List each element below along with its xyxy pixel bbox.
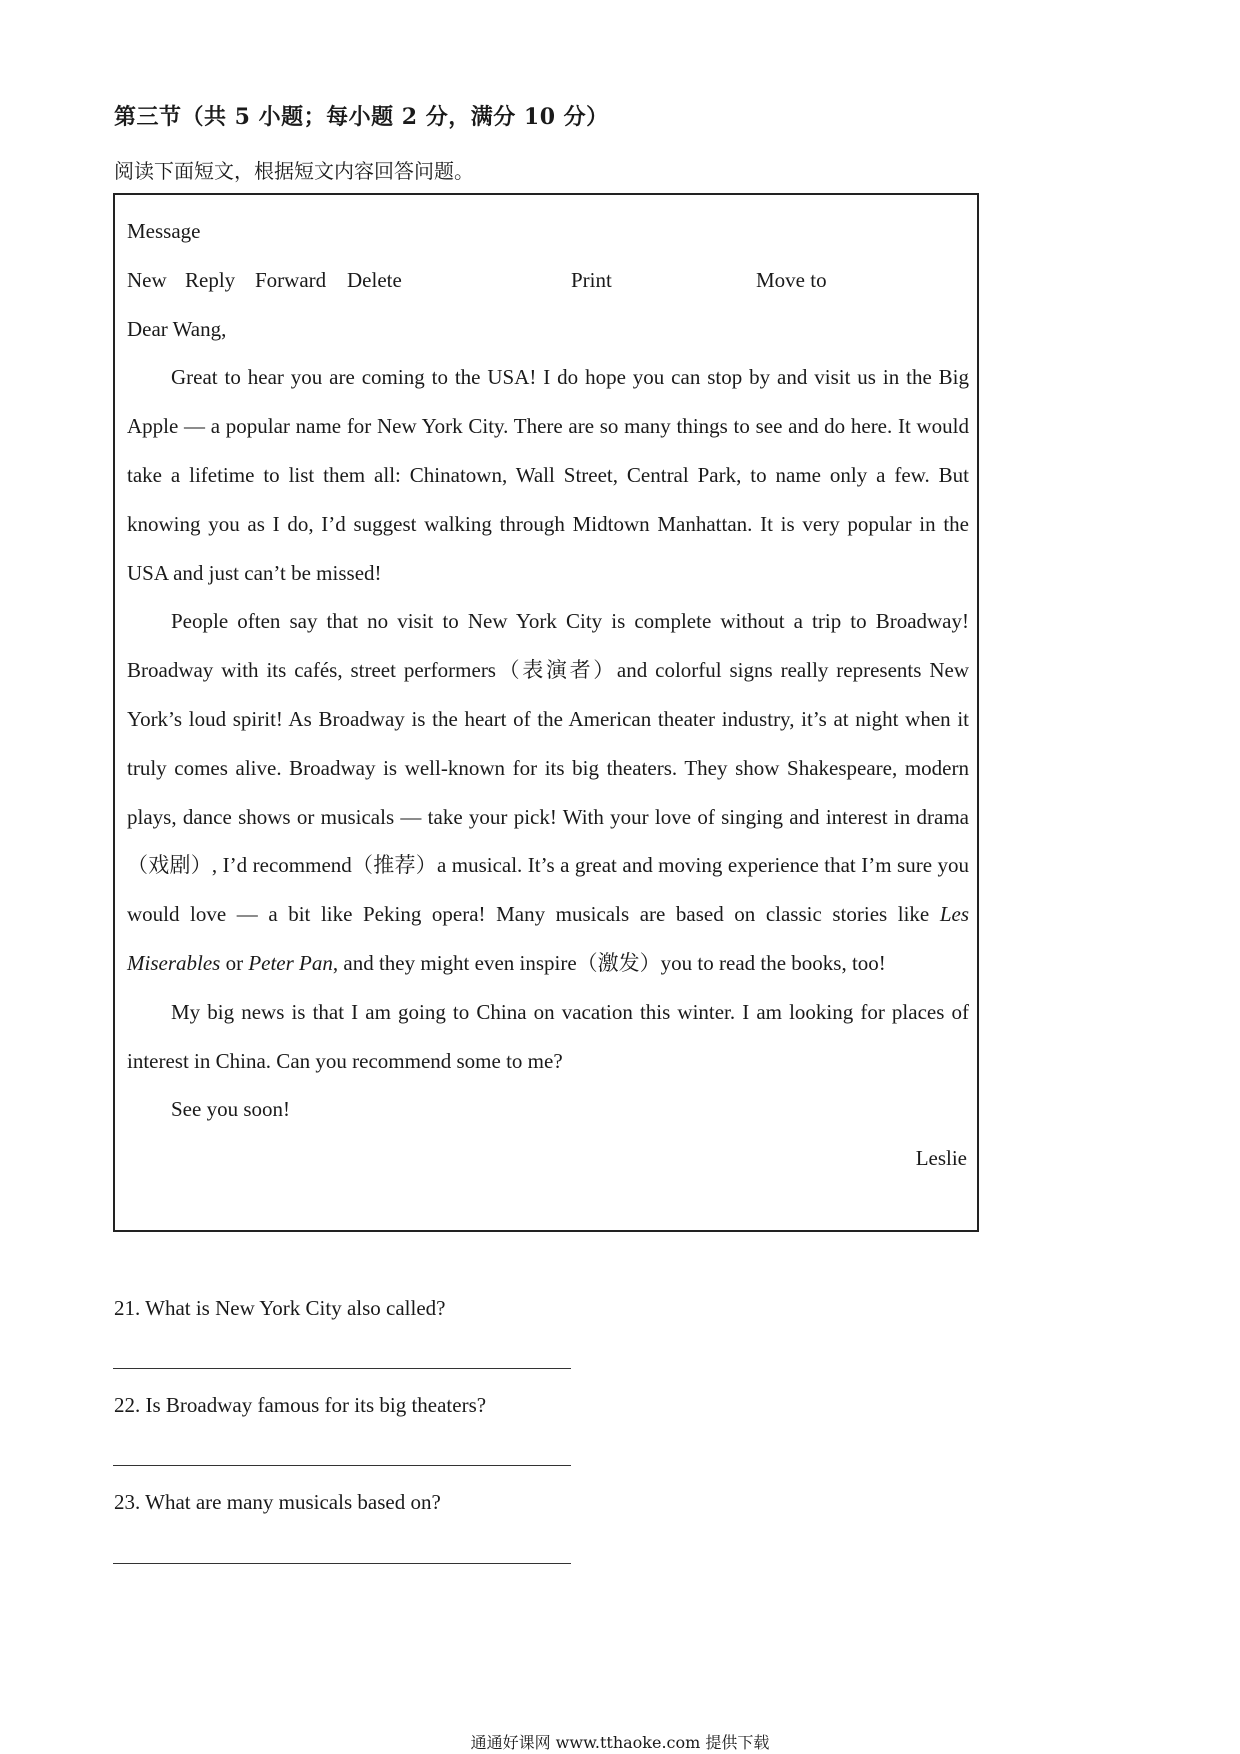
greeting: Dear Wang, — [127, 316, 227, 341]
email-toolbar — [127, 256, 969, 305]
forward-button[interactable]: Forward — [255, 267, 327, 292]
delete-button[interactable]: Delete — [347, 267, 402, 292]
paragraph-1: Great to hear you are coming to the USA! I do hope you can stop by and visit us in the Big Apple — a popular name for New York City. There are so many things to see and do here. It would take a lifetime to list them all: Chinatown, Wall Street, Central Park, to name only a few. But knowing you as I do, I’d suggest walking through Midtown Manhattan. It is very popular in the USA and just can’t be missed! — [127, 365, 969, 585]
answer-line-21[interactable] — [113, 1368, 571, 1369]
question-22: 22. Is Broadway famous for its big theaters? — [114, 1393, 487, 1417]
paragraph-2 — [127, 597, 969, 987]
new-button[interactable]: New — [127, 267, 167, 292]
email-message-box — [113, 193, 979, 1232]
closing: See you soon! — [171, 1097, 290, 1122]
section-instruction: 阅读下面短文，根据短文内容回答问题。 — [114, 159, 474, 183]
print-button[interactable]: Print — [571, 267, 612, 292]
question-23: 23. What are many musicals based on? — [114, 1490, 441, 1514]
question-21: 21. What is New York City also called? — [114, 1296, 446, 1320]
answer-line-22[interactable] — [113, 1465, 571, 1466]
paragraph-3: My big news is that I am going to China on vacation this winter. I am looking for places of interest in China. Can you recommend some to me? — [127, 999, 969, 1073]
email-content — [127, 207, 969, 1183]
page-footer: 通通好课网 www.tthaoke.com 提供下载 — [470, 1733, 770, 1752]
paragraph-2-text-a: People often say that no visit to New York City is complete without a trip to Broadway! Broadway with its cafés, street performers（表演者）and colorful signs really represents New York’s loud spirit! As Broadway is the heart of the American theater industry, it’s at night when it truly comes alive. Broadway is well-known for its big theaters. They show Shakespeare, modern plays, dance shows or musicals — take your pick! With your love of singing and interest in drama（戏剧）, I’d recommend（推荐）a musical. It’s a great and moving experience that I’m sure you would love — a bit like Peking opera! Many musicals are based on classic stories like — [127, 609, 969, 927]
move-to-button[interactable]: Move to — [756, 267, 827, 292]
paragraph-2-text-b: , and they might even inspire（激发）you to read the books, too! — [332, 950, 886, 975]
book-title-les-miserables: Les Miserables — [127, 902, 969, 975]
reply-button[interactable]: Reply — [185, 267, 236, 292]
signature: Leslie — [915, 1146, 967, 1171]
book-title-peter-pan: Peter Pan — [248, 950, 333, 975]
message-header: Message — [127, 219, 201, 243]
answer-line-23[interactable] — [113, 1563, 571, 1564]
paragraph-2-or: or — [220, 950, 249, 975]
section-title: 第三节（共 5 小题；每小题 2 分，满分 10 分） — [114, 104, 609, 130]
